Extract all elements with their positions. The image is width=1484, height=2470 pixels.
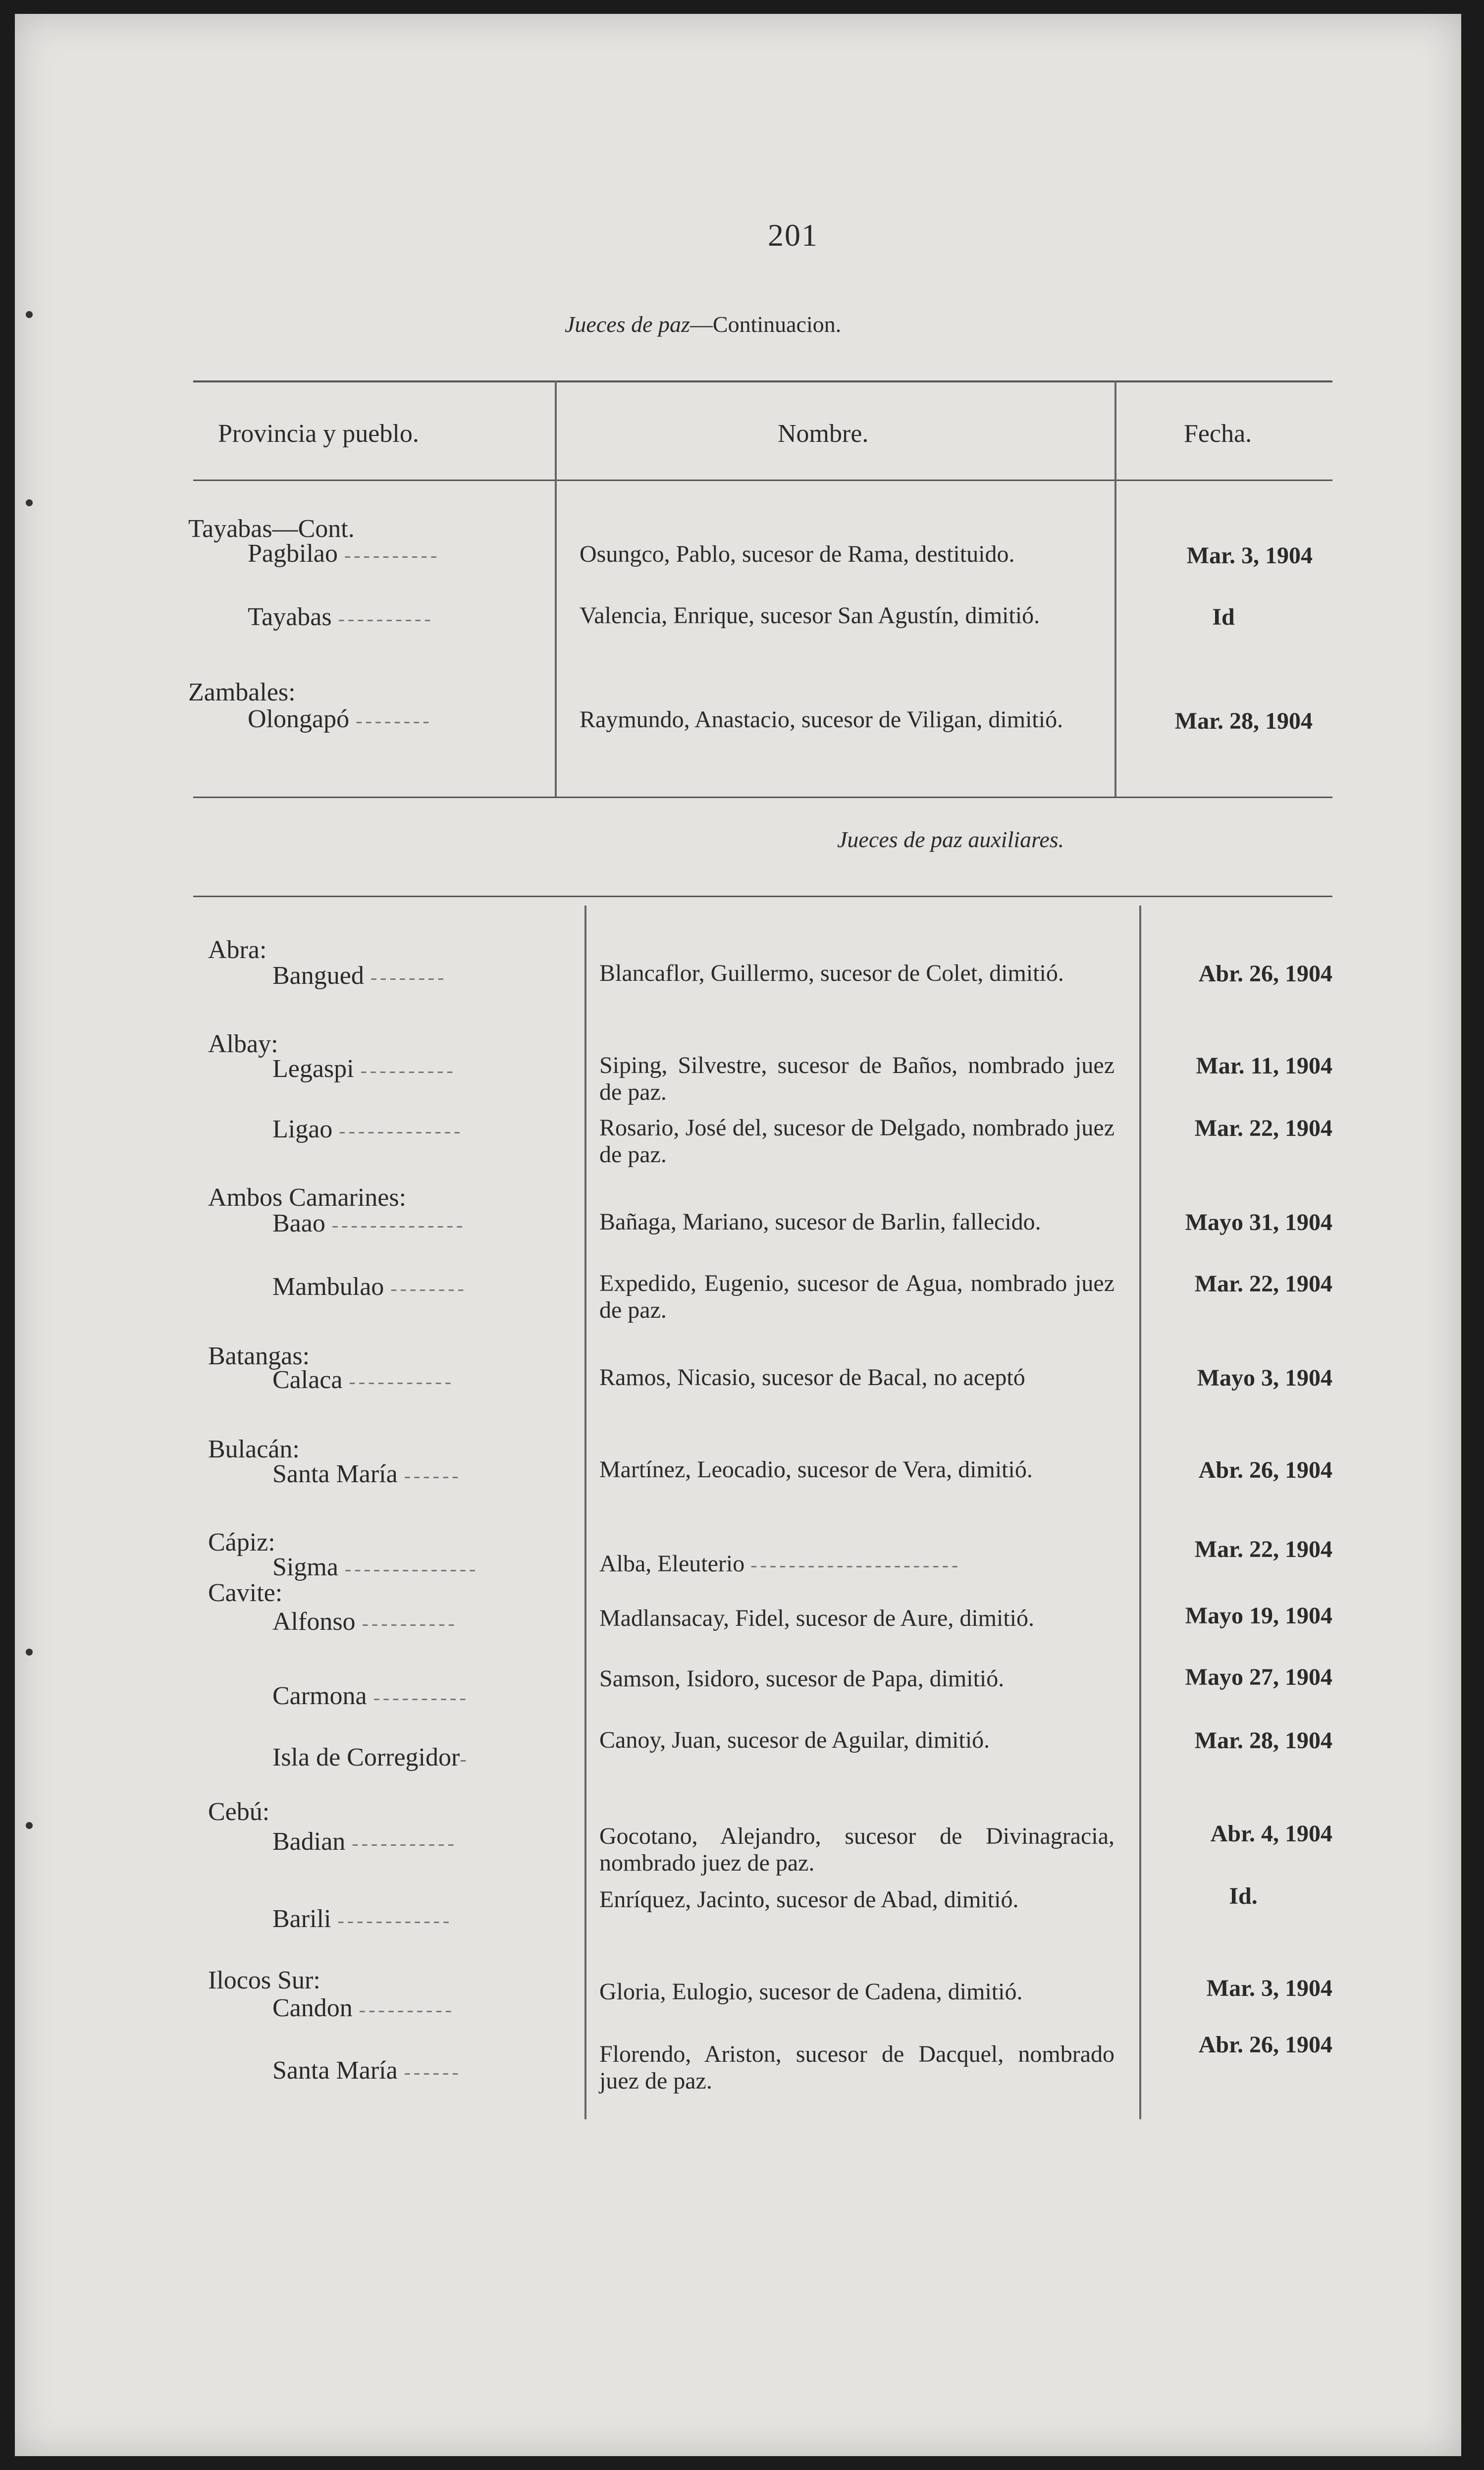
date-entry: Mar. 28, 1904 <box>1194 1727 1332 1754</box>
province-label: Abra: <box>208 936 267 964</box>
name-entry: Gocotano, Alejandro, sucesor de Divinagracia, nombrado juez de paz. <box>599 1823 1114 1876</box>
header-rule <box>193 480 1332 481</box>
province-label: Cebú: <box>208 1798 270 1826</box>
margin-speck <box>26 499 33 506</box>
town-label: Santa María ------ <box>272 1460 462 1488</box>
section-rule <box>193 797 1332 798</box>
town-label: Mambulao -------- <box>272 1273 467 1301</box>
province-label: Cápiz: <box>208 1528 275 1557</box>
page-number: 201 <box>768 217 818 253</box>
town-label: Isla de Corregidor- <box>272 1743 470 1772</box>
date-entry: Abr. 26, 1904 <box>1198 1457 1332 1483</box>
date-entry: Abr. 4, 1904 <box>1210 1821 1332 1847</box>
town-label: Carmona ---------- <box>272 1682 469 1710</box>
province-label: Zambales: <box>188 678 296 706</box>
aux-col-divider-1 <box>584 906 586 2119</box>
name-entry: Siping, Silvestre, sucesor de Baños, nombrado juez de paz. <box>599 1052 1114 1105</box>
col-divider-1 <box>555 380 557 797</box>
date-entry: Id <box>1212 604 1235 630</box>
name-entry: Expedido, Eugenio, sucesor de Agua, nombrado juez de paz. <box>599 1270 1114 1323</box>
town-label: Candon ---------- <box>272 1994 455 2022</box>
name-entry: Ramos, Nicasio, sucesor de Bacal, no aceptó <box>599 1364 1025 1391</box>
caption-rest: —Continuacion. <box>689 312 842 337</box>
name-entry: Canoy, Juan, sucesor de Aguilar, dimitió. <box>599 1727 990 1753</box>
town-label: Badian ----------- <box>272 1827 457 1856</box>
name-entry: Blancaflor, Guillermo, sucesor de Colet, dimitió. <box>599 960 1064 986</box>
town-label: Santa María ------ <box>272 2056 462 2085</box>
top-rule <box>193 380 1332 382</box>
header-fecha: Fecha. <box>1184 420 1252 448</box>
town-label: Barili ------------ <box>272 1905 453 1933</box>
name-entry: Martínez, Leocadio, sucesor de Vera, dimitió. <box>599 1456 1033 1483</box>
date-entry: Mar. 22, 1904 <box>1194 1271 1332 1297</box>
province-label: Tayabas—Cont. <box>188 515 355 543</box>
date-entry: Mayo 19, 1904 <box>1185 1603 1332 1629</box>
province-label: Ambos Camarines: <box>208 1183 407 1212</box>
header-nombre: Nombre. <box>778 420 869 448</box>
province-label: Albay: <box>208 1030 278 1058</box>
header-provincia: Provincia y pueblo. <box>218 420 419 448</box>
province-label: Batangas: <box>208 1342 310 1370</box>
margin-speck <box>26 1649 33 1656</box>
date-entry: Mar. 28, 1904 <box>1174 708 1313 734</box>
name-entry: Raymundo, Anastacio, sucesor de Viligan, dimitió. <box>580 706 1063 733</box>
town-label: Pagbilao ---------- <box>248 539 440 568</box>
name-entry: Samson, Isidoro, sucesor de Papa, dimitió. <box>599 1665 1005 1692</box>
date-entry: Abr. 26, 1904 <box>1198 961 1332 987</box>
name-entry: Bañaga, Mariano, sucesor de Barlin, fallecido. <box>599 1209 1041 1235</box>
name-entry: Madlansacay, Fidel, sucesor de Aure, dimitió. <box>599 1605 1035 1631</box>
name-entry: Rosario, José del, sucesor de Delgado, nombrado juez de paz. <box>599 1115 1114 1168</box>
town-label: Olongapó -------- <box>248 705 432 733</box>
town-label: Alfonso ---------- <box>272 1608 458 1636</box>
date-entry: Mayo 27, 1904 <box>1185 1664 1332 1690</box>
name-entry: Enríquez, Jacinto, sucesor de Abad, dimitió. <box>599 1886 1019 1913</box>
col-divider-2 <box>1114 380 1116 797</box>
date-entry: Abr. 26, 1904 <box>1198 2032 1332 2058</box>
province-label: Bulacán: <box>208 1435 300 1463</box>
name-entry: Gloria, Eulogio, sucesor de Cadena, dimitió. <box>599 1979 1023 2005</box>
town-label: Ligao ------------- <box>272 1115 464 1143</box>
date-entry: Mayo 31, 1904 <box>1185 1209 1332 1235</box>
town-label: Calaca ----------- <box>272 1366 454 1394</box>
name-entry: Florendo, Ariston, sucesor de Dacquel, nombrado juez de paz. <box>599 2041 1114 2094</box>
caption-italic: Jueces de paz <box>565 312 690 337</box>
book-page <box>15 14 1461 2456</box>
aux-top-rule <box>193 896 1332 897</box>
name-entry: Alba, Eleuterio ---------------------- <box>599 1551 961 1577</box>
date-entry: Id. <box>1229 1883 1258 1909</box>
province-label: Cavite: <box>208 1579 283 1607</box>
town-label: Bangued -------- <box>272 962 447 990</box>
town-label: Baao -------------- <box>272 1209 466 1237</box>
town-label: Sigma -------------- <box>272 1553 479 1581</box>
auxiliares-caption: Jueces de paz auxiliares. <box>837 827 1064 852</box>
date-entry: Mar. 11, 1904 <box>1196 1053 1332 1079</box>
date-entry: Mar. 22, 1904 <box>1194 1536 1332 1562</box>
town-label: Legaspi ---------- <box>272 1055 456 1083</box>
date-entry: Mar. 3, 1904 <box>1206 1975 1332 2001</box>
province-label: Ilocos Sur: <box>208 1966 320 1994</box>
continuation-caption <box>565 311 841 337</box>
date-entry: Mayo 3, 1904 <box>1197 1365 1332 1391</box>
date-entry: Mar. 22, 1904 <box>1194 1115 1332 1141</box>
aux-col-divider-2 <box>1139 906 1141 2119</box>
town-label: Tayabas ---------- <box>248 603 434 631</box>
name-entry: Osungco, Pablo, sucesor de Rama, destituido. <box>580 541 1015 567</box>
date-entry: Mar. 3, 1904 <box>1186 542 1313 569</box>
name-entry: Valencia, Enrique, sucesor San Agustín, dimitió. <box>580 602 1040 629</box>
margin-speck <box>26 1822 33 1829</box>
margin-speck <box>26 311 33 318</box>
